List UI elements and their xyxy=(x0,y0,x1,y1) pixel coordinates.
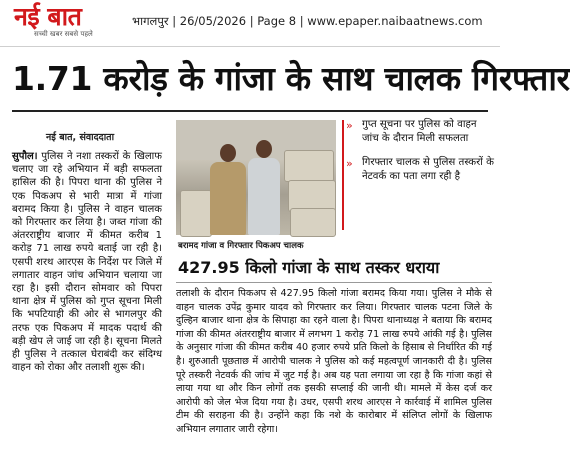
arrested-driver-figure xyxy=(248,158,280,235)
highlight-item xyxy=(346,118,494,146)
byline: नई बात, संवाददाता xyxy=(46,132,115,143)
masthead xyxy=(0,0,500,47)
logo-text: नई बात xyxy=(14,2,82,31)
page-number: Page 8 xyxy=(257,14,297,28)
ganja-bale xyxy=(180,190,212,237)
ganja-bale xyxy=(284,150,334,182)
epaper-link[interactable]: www.epaper.naibaatnews.com xyxy=(307,14,483,28)
dateline: सुपौल। xyxy=(12,151,38,162)
photo-caption: बरामद गांजा व गिरफ्तार पिकअप चालक xyxy=(178,241,304,251)
ganja-bale xyxy=(290,208,336,237)
article-headline: 1.71 करोड़ के गांजा के साथ चालक गिरफ्तार xyxy=(12,59,570,98)
sub-headline-divider xyxy=(176,282,492,283)
sub-headline: 427.95 किलो गांजा के साथ तस्कर धराया xyxy=(178,258,440,277)
newspaper-logo[interactable] xyxy=(14,4,124,42)
article-body-left xyxy=(12,150,162,374)
edition-city: भागलपुर xyxy=(132,14,169,28)
highlight-text: गुप्त सूचना पर पुलिस को वाहन जांच के दौरान मिली सफलता xyxy=(362,119,477,144)
double-chevron-icon: » xyxy=(346,157,353,170)
body-text-left: पुलिस ने नशा तस्करों के खिलाफ चलाए जा रहे अभियान में बड़ी सफलता हासिल की है। पिपरा थाना की पुलिस ने एक पिकअप से भारी मात्रा में गांजा बरामद किया है। पुलिस ने वाहन चालक को गिरफ्तार कर लिया है। जब्त गांजा की अंतरराष्ट्रीय बाजार में कीमत करीब 1 करोड़ 71 लाख रुपये बताई जा रही है। एसपी शरथ आरएस के निर्देश पर जिले में लगातार वाहन जांच अभियान चलाया जा रहा है। इसी दौरान सोमवार को पिपरा थाना क्षेत्र में पुलिस को गुप्त सूचना मिली कि भपटियाही की ओर से भागलपुर की तरफ एक पिकअप में मादक पदार्थ की बड़ी खेप ले जाई जा रही है। सूचना मिलते ही पुलिस ने तत्काल घेराबंदी कर संदिग्ध वाहन को रोका और तलाशी शुरू की। xyxy=(12,151,162,374)
separator: | xyxy=(299,14,304,28)
edition-info xyxy=(132,14,483,29)
highlight-item xyxy=(346,156,494,184)
edition-date: 26/05/2026 xyxy=(179,14,247,28)
double-chevron-icon: » xyxy=(346,119,353,132)
news-photo[interactable] xyxy=(176,120,336,235)
person-head xyxy=(220,144,236,162)
highlight-accent-bar xyxy=(342,120,344,230)
body-text-right: तलाशी के दौरान पिकअप से 427.95 किलो गांजा बरामद किया गया। पुलिस ने मौके से वाहन चालक उपेंद्र कुमार यादव को गिरफ्तार कर लिया। गिरफ्तार चालक पटना जिले के दुल्हिन बाजार थाना क्षेत्र के सिपाहा का रहने वाला है। पिपरा थानाध्यक्ष ने बताया कि बरामद गांजा की कीमत अंतरराष्ट्रीय बाजार में लगभग 1 करोड़ 71 लाख रुपये आंकी गई है। पुलिस के अनुसार गांजा की कीमत करीब 40 हजार रुपये प्रति किलो के हिसाब से निर्धारित की गई है। शुरुआती पूछताछ में आरोपी चालक ने पुलिस को कई महत्वपूर्ण जानकारी दी है। पुलिस पूरे तस्करी नेटवर्क की जांच में जुट गई है। अब यह पता लगाया जा रहा है कि गांजा कहां से लाया गया था और किन लोगों तक इसकी सप्लाई की जानी थी। मामले में केस दर्ज कर आरोपी को जेल भेज दिया गया है। उधर, एसपी शरथ आरएस ने कार्रवाई में शामिल पुलिस टीम की सराहना की है। उन्होंने कहा कि नशे के कारोबार में संलिप्त लोगों के खिलाफ अभियान लगातार जारी रहेगा। xyxy=(176,288,492,435)
person-head xyxy=(256,140,272,158)
highlights-box xyxy=(346,118,494,194)
highlight-text: गिरफ्तार चालक से पुलिस तस्करों के नेटवर्क का पता लगा रही है xyxy=(362,157,495,182)
separator: | xyxy=(172,14,177,28)
headline-divider xyxy=(12,110,488,112)
police-officer-figure xyxy=(210,162,246,235)
logo-tagline: सच्ची खबर सबसे पहले xyxy=(34,30,93,38)
separator: | xyxy=(249,14,254,28)
